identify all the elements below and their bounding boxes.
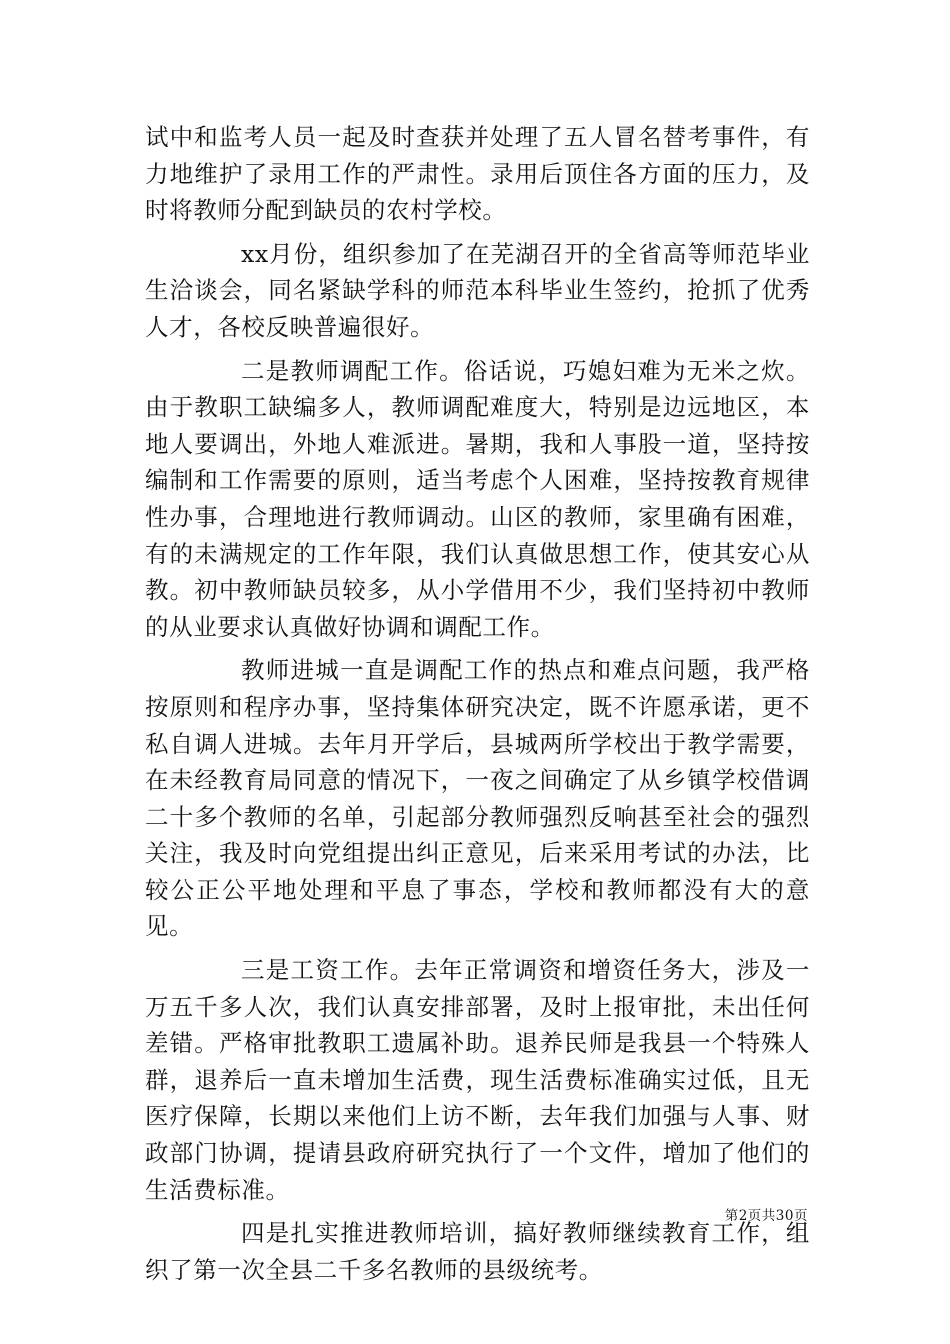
document-body bbox=[145, 119, 810, 1295]
paragraph-5: 三是工资工作。去年正常调资和增资任务大，涉及一万五千多人次，我们认真安排部署，及时上报审批，未出任何差错。严格审批教职工遗属补助。退养民师是我县一个特殊人群，退养后一直未增加生活费，现生活费标准确实过低，且无医疗保障，长期以来他们上访不断，去年我们加强与人事、财政部门协调，提请县政府研究执行了一个文件，增加了他们的生活费标准。 bbox=[145, 956, 810, 1204]
paragraph-2: xx月份，组织参加了在芜湖召开的全省高等师范毕业生洽谈会，同名紧缺学科的师范本科毕业生签约，抢抓了优秀人才，各校反映普遍很好。 bbox=[145, 239, 810, 341]
paragraph-3: 二是教师调配工作。俗话说，巧媳妇难为无米之炊。由于教职工缺编多人，教师调配难度大，特别是边远地区，本地人要调出，外地人难派进。暑期，我和人事股一道，坚持按编制和工作需要的原则，适当考虑个人困难，坚持按教育规律性办事，合理地进行教师调动。山区的教师，家里确有困难，有的未满规定的工作年限，我们认真做思想工作，使其安心从教。初中教师缺员较多，从小学借用不少，我们坚持初中教师的从业要求认真做好协调和调配工作。 bbox=[145, 356, 810, 641]
paragraph-1: 试中和监考人员一起及时查获并处理了五人冒名替考事件，有力地维护了录用工作的严肃性。录用后顶住各方面的压力，及时将教师分配到缺员的农村学校。 bbox=[145, 123, 810, 225]
page-number-footer: 第2页共30页 bbox=[724, 1208, 808, 1224]
paragraph-6: 四是扎实推进教师培训，搞好教师继续教育工作，组织了第一次全县二千多名教师的县级统考。 bbox=[145, 1219, 810, 1284]
paragraph-4: 教师进城一直是调配工作的热点和难点问题，我严格按原则和程序办事，坚持集体研究决定，既不许愿承诺，更不私自调人进城。去年月开学后，县城两所学校出于教学需要，在未经教育局同意的情况下，一夜之间确定了从乡镇学校借调二十多个教师的名单，引起部分教师强烈反响甚至社会的强烈关注，我及时向党组提出纠正意见，后来采用考试的办法，比较公正公平地处理和平息了事态，学校和教师都没有大的意见。 bbox=[145, 656, 810, 941]
